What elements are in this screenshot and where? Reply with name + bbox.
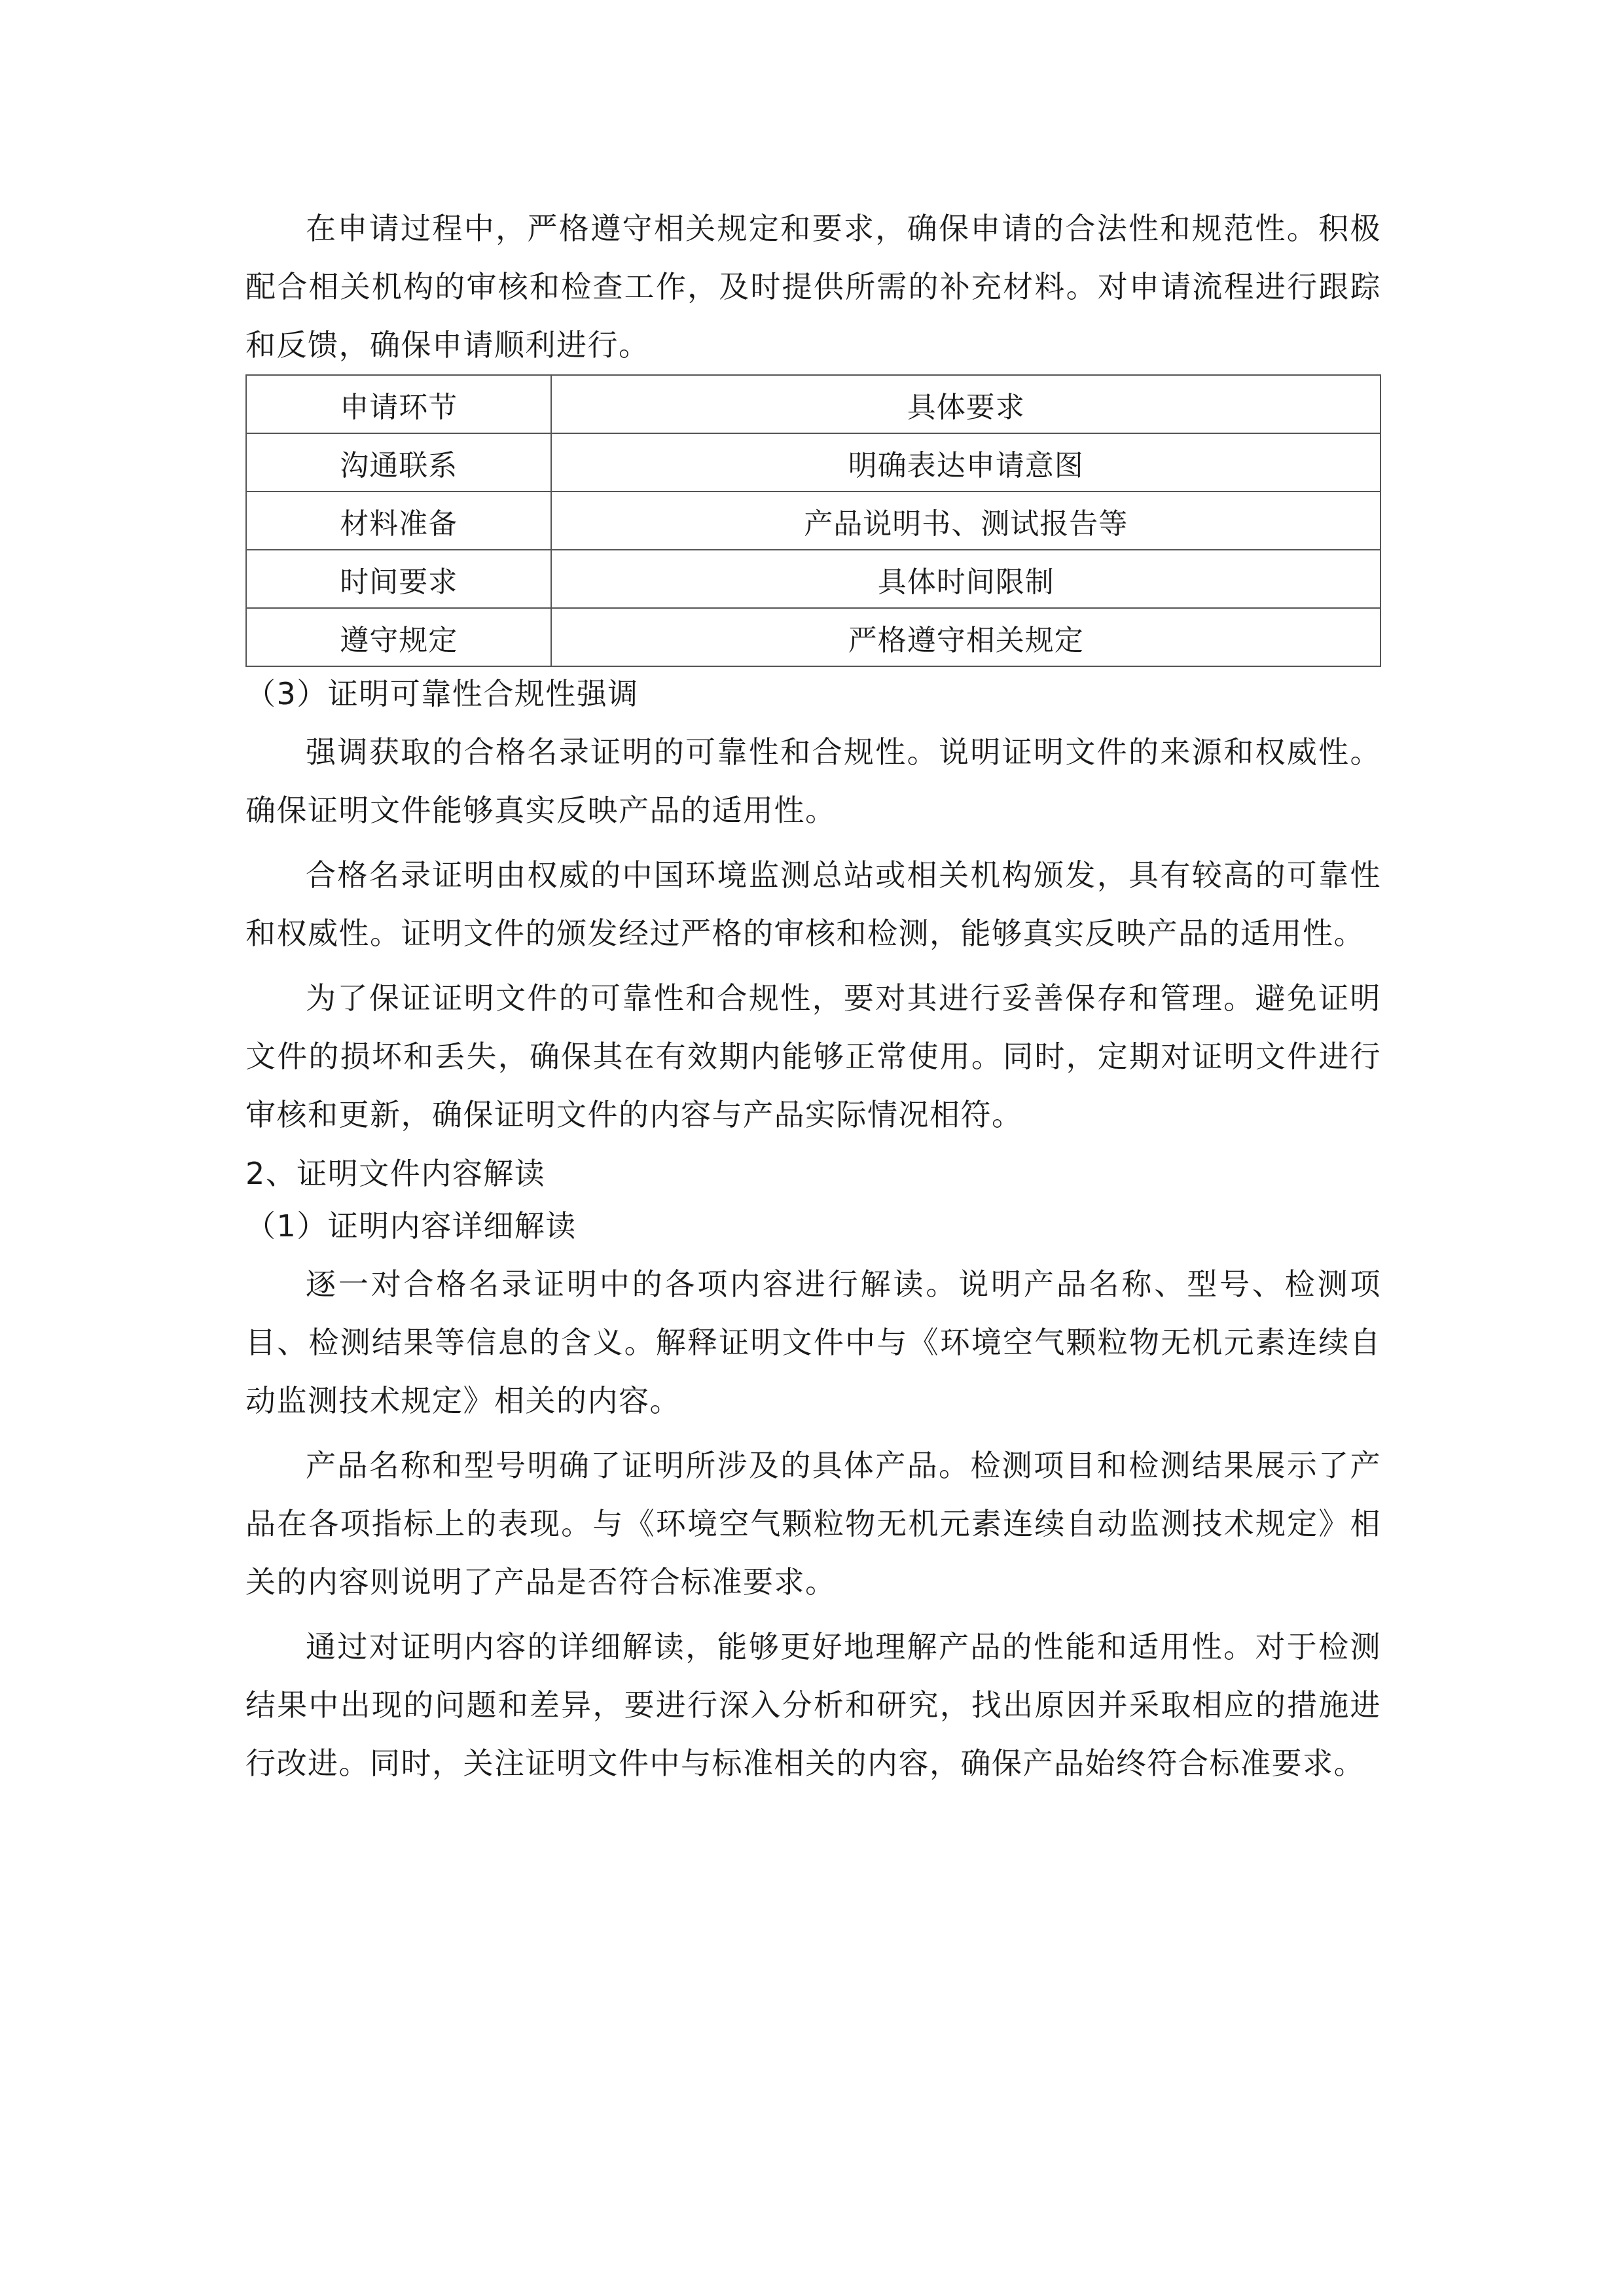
table-cell-requirement: 严格遵守相关规定 xyxy=(551,608,1380,666)
section-2-1-paragraph: 通过对证明内容的详细解读，能够更好地理解产品的性能和适用性。对于检测结果中出现的问题和差异，要进行深入分析和研究，找出原因并采取相应的措施进行改进。同时，关注证明文件中与标准相关的内容，确保产品始终符合标准要求。 xyxy=(245,1629,1381,1781)
table-cell-step: 材料准备 xyxy=(246,492,551,550)
table-cell-requirement: 产品说明书、测试报告等 xyxy=(551,492,1380,550)
table-row xyxy=(246,492,1380,550)
section-3-paragraph: 强调获取的合格名录证明的可靠性和合规性。说明证明文件的来源和权威性。确保证明文件能够真实反映产品的适用性。 xyxy=(245,734,1381,828)
table-cell-step: 遵守规定 xyxy=(246,608,551,666)
application-requirements-table xyxy=(245,374,1381,667)
section-2-1-subheading: （1）证明内容详细解读 xyxy=(245,1208,577,1244)
table-cell-requirement: 明确表达申请意图 xyxy=(551,433,1380,492)
section-2-1-paragraph: 产品名称和型号明确了证明所涉及的具体产品。检测项目和检测结果展示了产品在各项指标上的表现。与《环境空气颗粒物无机元素连续自动监测技术规定》相关的内容则说明了产品是否符合标准要求。 xyxy=(245,1448,1381,1600)
table-cell-step: 时间要求 xyxy=(246,550,551,608)
table-row xyxy=(246,608,1380,666)
section-3-heading: （3）证明可靠性合规性强调 xyxy=(245,676,639,711)
table-header-cell: 具体要求 xyxy=(551,375,1380,433)
section-3-paragraph: 为了保证证明文件的可靠性和合规性，要对其进行妥善保存和管理。避免证明文件的损坏和丢失，确保其在有效期内能够正常使用。同时，定期对证明文件进行审核和更新，确保证明文件的内容与产品实际情况相符。 xyxy=(245,980,1381,1132)
section-2-1-paragraph: 逐一对合格名录证明中的各项内容进行解读。说明产品名称、型号、检测项目、检测结果等信息的含义。解释证明文件中与《环境空气颗粒物无机元素连续自动监测技术规定》相关的内容。 xyxy=(245,1266,1381,1418)
table-header-cell: 申请环节 xyxy=(246,375,551,433)
section-2-heading: 2、证明文件内容解读 xyxy=(245,1156,546,1191)
document-page xyxy=(245,200,1381,1793)
table-cell-step: 沟通联系 xyxy=(246,433,551,492)
table-row xyxy=(246,433,1380,492)
table-header-row xyxy=(246,375,1380,433)
table-cell-requirement: 具体时间限制 xyxy=(551,550,1380,608)
table-row xyxy=(246,550,1380,608)
section-3-paragraph: 合格名录证明由权威的中国环境监测总站或相关机构颁发，具有较高的可靠性和权威性。证明文件的颁发经过严格的审核和检测，能够真实反映产品的适用性。 xyxy=(245,857,1381,951)
intro-paragraph: 在申请过程中，严格遵守相关规定和要求，确保申请的合法性和规范性。积极配合相关机构的审核和检查工作，及时提供所需的补充材料。对申请流程进行跟踪和反馈，确保申请顺利进行。 xyxy=(245,211,1381,363)
